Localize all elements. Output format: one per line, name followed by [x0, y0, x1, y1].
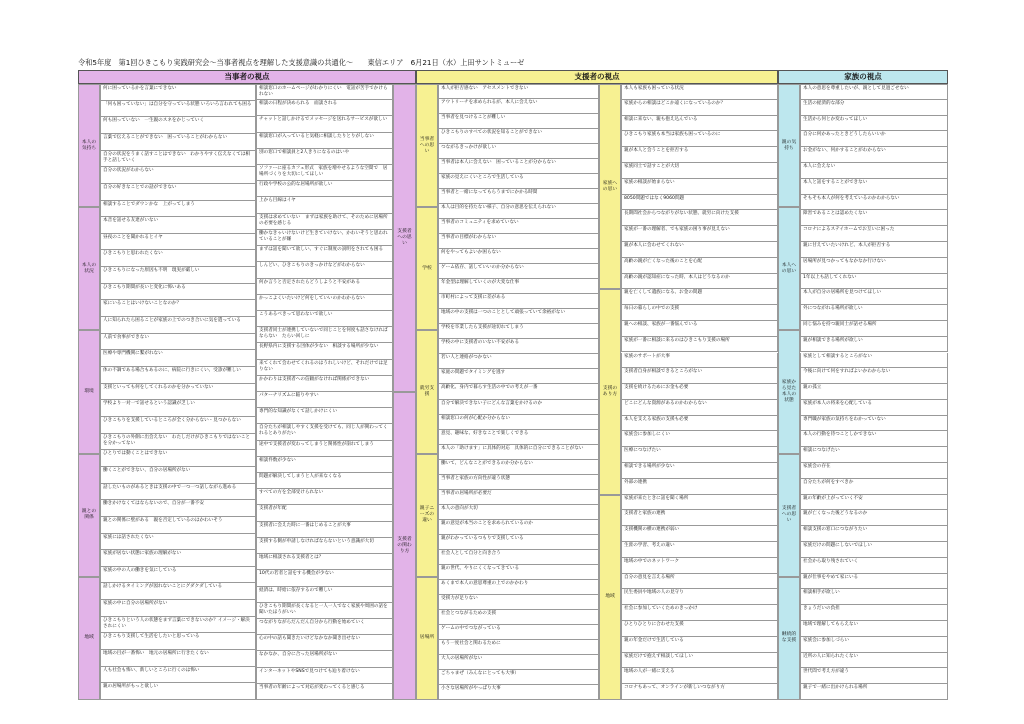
- tojisha-col1-row: 体の不調である場合もあるのに、病院に行きにくい、受診が難しい: [100, 367, 256, 384]
- tojisha-col2-row: 相談の日程が決められる 面談される: [256, 100, 393, 116]
- kazoku-col5-row: 本人が自分の居場所を見つけてほしい: [800, 289, 948, 305]
- tojisha-col1-row: 家族が居ない状態に家族の理解がない: [100, 550, 256, 567]
- kazoku-col5-row: 親子で一緒に出かけられる場所: [800, 684, 948, 700]
- tojisha-col1-row: 家族の中の人の働きを気にしている: [100, 567, 256, 584]
- tojisha-category-label: 地域: [84, 635, 94, 641]
- tojisha-col2-row: かかわりは支援者への信頼がなければ関係ができない: [256, 376, 393, 392]
- tojisha-col1-row: ひきこもりという人の状態をまず言葉にできないのか？イメージ・解決されにくい: [100, 617, 256, 634]
- tojisha-col2-row: 支援者に会えた時に一番はじめることが大事: [256, 522, 393, 538]
- shienja-col4-row: 支援者自身が相談できるところがない: [621, 368, 778, 384]
- shienja-col3-row: 家庭の問題でタイミングを逃す: [438, 369, 599, 384]
- tojisha-col2-row: インターネットやSNSで見つけても辿り着けない: [256, 668, 393, 684]
- tojisha-col2-row: 支援は求めていない まずは家族を助けて、そのために居場所の必要を感じる: [256, 214, 393, 230]
- tojisha-col1-row: ひきこもりを支援しているところが全く分からない・見つからない: [100, 417, 256, 434]
- shienja-col3-row: つながるきっかけが欲しい: [438, 144, 599, 159]
- shienja-col4-row: 本人も家族も困っている状況: [621, 84, 778, 100]
- tojisha-category-0: [78, 84, 100, 207]
- tojisha-col1-row: 相談することでダウンかな 上がってしまう: [100, 201, 256, 218]
- tojisha-support-category-label: 支援者への思い: [397, 229, 412, 246]
- kazoku-col5-row: 本人に会えない: [800, 163, 948, 179]
- shienja-col3-row: 高齢化、身内で暮らす生活の中での考えが一番: [438, 384, 599, 399]
- shienja-col3-row: 年金型は理解していくのが大変な仕事: [438, 279, 599, 294]
- kazoku-col5-row: 本人と話をすることができない: [800, 179, 948, 195]
- tojisha-col2-row: 上から目線はイヤ: [256, 197, 393, 213]
- kazoku-col5-row: 地域で理解してもらえない: [800, 621, 948, 637]
- kazoku-col5-row: 居場所が見つかってもなかなか行けない: [800, 258, 948, 274]
- shienja-col3-row: 社会とつながるための支援: [438, 610, 599, 625]
- tojisha-col1-row: 話しかけるタイミングが図れないことにグダクダしている: [100, 583, 256, 600]
- tojisha-col1-row: 昼夜のことを聞かれるとイヤ: [100, 234, 256, 251]
- tojisha-col1-row: 働きかけなくてはならないので、自分が一番不安: [100, 500, 256, 517]
- tojisha-col2-row: つながりながらだんだん自分から行動を始めていく: [256, 619, 393, 635]
- kazoku-col5-row: 世代間で考え方が違う: [800, 668, 948, 684]
- shienja-col3-row: 社会人として自分と向き合う: [438, 550, 599, 565]
- tojisha-col1-row: 人前で食事ができない: [100, 334, 256, 351]
- kazoku-col5-row: コロナによるステイホームでお互いに困った: [800, 226, 948, 242]
- tojisha-col1-row: 働くことができない、自分の居場所がない: [100, 467, 256, 484]
- header-kazoku: 家族の視点: [778, 70, 948, 84]
- kazoku-col5-row: 1年以上も話してくれない: [800, 274, 948, 290]
- tojisha-col2-row: 長野県内に支援する団体が少ない 相談する場所が少ない: [256, 343, 393, 359]
- shienja-col3-row: 意見、趣味な、好きなことで楽しくできる: [438, 430, 599, 445]
- shienja-col3-row: 当事者のコミュニティを求めていない: [438, 219, 599, 234]
- tojisha-col2-row: パターナリズムに陥りやすい: [256, 392, 393, 408]
- shienja-col3-row: 親の意見が本当のことを求められているのか: [438, 520, 599, 535]
- shienja-col4-row: ひとりひとりに合わせた支援: [621, 621, 778, 637]
- tojisha-col1-row: 医療や専門機関に繋がれない: [100, 350, 256, 367]
- shienja-col3-row: ゲームの中でつながっている: [438, 625, 599, 640]
- kazoku-col5-row: 親に甘えていたいけれど、本人が拒否する: [800, 242, 948, 258]
- header-tojisha: 当事者の視点: [78, 70, 416, 84]
- shienja-col4-row: 長期間社会からつながりがない状態、就労に向けた支援: [621, 210, 778, 226]
- shienja-col4-row: 自分の意見を言える場所: [621, 574, 778, 590]
- shienja-col4-row: 毎日の暮らしの中での支援: [621, 305, 778, 321]
- shienja-category-3: [416, 454, 438, 577]
- tojisha-col1-row: 「何も困っていない」は自分を守っている状態 いろいろ言われても困る: [100, 101, 256, 118]
- shienja-col3-row: 小さな居場所がやっぱり大事: [438, 685, 599, 700]
- shienja-col4-row: 外部の連携: [621, 479, 778, 495]
- shienja-col4-row: 家族のサポートが大事: [621, 353, 778, 369]
- shienja-col3-row: 働いて、どんなことができるのか分からない: [438, 460, 599, 475]
- shienja-category-label: 居場所: [419, 635, 435, 641]
- shienja-col4-row: 相談できる場所が少ない: [621, 463, 778, 479]
- tojisha-col1-row: 自分の状況をうまく話すことはできない わかりやすく伝えなくては相手と話していく: [100, 151, 256, 168]
- tojisha-col2-row: 何か言うと否定されたらどうしようと不安がある: [256, 279, 393, 295]
- kazoku-col5-row: 親が相談できる場所が欲しい: [800, 337, 948, 353]
- tojisha-col2-row: 経済は、時給に依存するので難しい: [256, 587, 393, 603]
- kazoku-col5-row: 本人の意思を尊重したいが、親として見過ごせない: [800, 84, 948, 100]
- shienja-col4-row: 生涯の学習、考えの違い: [621, 542, 778, 558]
- kazoku-category-1: [778, 207, 800, 330]
- shienja-category-1: [416, 207, 438, 330]
- tojisha-category-label: 本人の気持ち: [81, 139, 97, 151]
- shienja-col3-row: 親の世代、やりにくくなってきている: [438, 565, 599, 580]
- shienja-col4-row: 家族が一番の理解者、でも家族の困り事が見えない: [621, 226, 778, 242]
- tojisha-col1-row: ひとりでは動くことはできない: [100, 450, 256, 467]
- shienja-col4-row: 家族からの相談はどこか遠くになっているのか？: [621, 100, 778, 116]
- shienja-family-category-label: 地域: [605, 594, 615, 600]
- shienja-col3-row: 若い人と連絡がつかない: [438, 354, 599, 369]
- shienja-col4-row: 家族が一番に相談に来るのはひきこもり支援の場所: [621, 337, 778, 353]
- kazoku-col5-row: 家族として相談するところがない: [800, 353, 948, 369]
- tojisha-col2-row: 支援する側が申請しなければならないという意識が大切: [256, 538, 393, 554]
- shienja-family-category-label: 支援のあり方: [602, 385, 618, 397]
- tojisha-col1-row: 地域の目が一番怖い 地元の居場所に行きたくない: [100, 650, 256, 667]
- tojisha-col1-row: 自分の状況がわからない: [100, 167, 256, 184]
- kazoku-col5-row: 親が亡くなった後どうなるのか: [800, 510, 948, 526]
- tojisha-col1-row: 何に困っているかを言葉にできない: [100, 84, 256, 101]
- shienja-family-category-0: [599, 84, 621, 289]
- tojisha-col1-row: 家族の中に自分の居場所がない: [100, 600, 256, 617]
- shienja-col4-row: 地域の中でのネットワーク: [621, 558, 778, 574]
- shienja-col3-row: 当事者と一緒になってもらうまでにかかる時間: [438, 189, 599, 204]
- tojisha-col2-row: 働かなきゃいけないけど生きていけない、かわいそうと思われていることが嫌: [256, 230, 393, 246]
- shienja-col3-row: 当事者を見つけることが難しい: [438, 114, 599, 129]
- kazoku-col5-row: 本人の行動を待つことしかできない: [800, 431, 948, 447]
- tojisha-col1-row: 親との関係に壁がある 親を否定しているのはかわいそう: [100, 517, 256, 534]
- tojisha-category-2: [78, 330, 100, 453]
- shienja-col4-row: コロナもあって、オンラインが新しいつながり方: [621, 684, 778, 700]
- tojisha-col1-row: ひきこもり支援して生活をしたいと思っている: [100, 633, 256, 650]
- shienja-col3-row: 本人の意向が大切: [438, 505, 599, 520]
- shienja-col3-row: 地域の中の支援は一つのこととして頑張っていて余裕がない: [438, 309, 599, 324]
- shienja-col4-row: 親を亡くして遺族になる、お金の問題: [621, 289, 778, 305]
- tojisha-col2-row: 心の中の話も聞きたいけどなかなか聞き出せない: [256, 635, 393, 651]
- header-shienja: 支援者の視点: [416, 70, 778, 84]
- shienja-col3-row: 当事者の居場所が必要だ: [438, 490, 599, 505]
- tojisha-col2-row: 来てくれて会わせてくれるのはうれしいけど、それだけでは足りない: [256, 360, 393, 376]
- shienja-col4-row: 家族会に参加しにくい: [621, 431, 778, 447]
- shienja-col3-row: 親がわかっているつもりで支援している: [438, 535, 599, 550]
- shienja-category-label: 当事者への思い: [419, 136, 435, 154]
- tojisha-col2-row: 自分たちが相談しやすく支援を受けても、同じ人が関わってくれるとありがたい: [256, 424, 393, 440]
- shienja-col4-row: 8050問題ではなく9060問題: [621, 195, 778, 211]
- tojisha-col2-row: 問題が解決してしまうと人が来なくなる: [256, 473, 393, 489]
- shienja-col3-row: 家族の見えにくいところで生活している: [438, 174, 599, 189]
- kazoku-category-4: [778, 577, 800, 700]
- shienja-col4-row: 相談に来ない、親も抱え込んでいる: [621, 116, 778, 132]
- tojisha-col2-row: 別の窓口で相談員と2人きりになるのはいや: [256, 149, 393, 165]
- kazoku-col5-row: 家族会の存在: [800, 463, 948, 479]
- tojisha-col1-row: 本音を話せる友達がいない: [100, 217, 256, 234]
- tojisha-col1-row: 話したいものがあるときは支援の中で一つ一つ話しながら進める: [100, 484, 256, 501]
- tojisha-col1-row: 何も困っていない 一生親のスネをかじっていく: [100, 117, 256, 134]
- tojisha-category-1: [78, 207, 100, 330]
- tojisha-col1-row: 人に知られたら困ることが家族の上でのつき合いに気を遣っている: [100, 317, 256, 334]
- shienja-col4-row: 支援者と家族の連携: [621, 510, 778, 526]
- shienja-col4-row: 支援を続けるためにお金も必要: [621, 384, 778, 400]
- kazoku-col5-row: 生活の経済的な部分: [800, 100, 948, 116]
- kazoku-category-label: 家族から見た本人の状態: [781, 379, 797, 403]
- tojisha-col2-row: 支援者同士が連携していないで同じことを何度も話さなければならない たらい回しに: [256, 327, 393, 343]
- tojisha-col1-row: 言葉で伝えることができない 困っていることがわからない: [100, 134, 256, 151]
- kazoku-category-label: 親の気持ち: [781, 139, 797, 151]
- kazoku-col5-row: 近所の人に知られたくない: [800, 653, 948, 669]
- shienja-col4-row: 親への相談、家族が一番悩んでいる: [621, 321, 778, 337]
- tojisha-col2-row: 支援者が年配: [256, 505, 393, 521]
- kazoku-col5-row: 自分に何かあったときどうしたらいいか: [800, 131, 948, 147]
- kazoku-col5-row: 今後に向けて何をすればよいかわからない: [800, 368, 948, 384]
- shienja-col3-row: 本人の「助けます」に具体的対応 具体的に自分にできることがない: [438, 445, 599, 460]
- tojisha-support-category-0: [393, 84, 416, 392]
- kazoku-col5-row: 親の孤立: [800, 384, 948, 400]
- kazoku-col5-row: 自分たちが何をすべきか: [800, 479, 948, 495]
- shienja-col3-row: 学校を卒業したら支援が途切れてしまう: [438, 324, 599, 339]
- shienja-col4-row: 社会に参加していくためのきっかけ: [621, 605, 778, 621]
- tojisha-col2-row: 行政や学校の公的な居場所が欲しい: [256, 181, 393, 197]
- kazoku-col5-row: お金がない、何かすることがわからない: [800, 147, 948, 163]
- tojisha-col1-row: 家にいることはいけないことなのか？: [100, 300, 256, 317]
- kazoku-category-2: [778, 330, 800, 453]
- kazoku-col5-row: そもそも本人が何を考えているのかわからない: [800, 195, 948, 211]
- kazoku-category-0: [778, 84, 800, 207]
- tojisha-col1-row: ひきこもりになった原因も不明 現実が厳しい: [100, 267, 256, 284]
- shienja-col4-row: 高齢の親が認知症になった時、本人はどうなるのか: [621, 274, 778, 290]
- shienja-col3-row: 本人が拒否感ない アセスメントできない: [438, 84, 599, 99]
- tojisha-col2-row: 10代の若者と話をする機会が少ない: [256, 570, 393, 586]
- shienja-col3-row: 当事者と家族の方向性が違う状態: [438, 475, 599, 490]
- tojisha-col2-row: 途中で支援者が変わってしまうと関係性が崩れてしまう: [256, 441, 393, 457]
- shienja-col4-row: 家族の相談が始まらない: [621, 179, 778, 195]
- shienja-col3-row: ひきこもりのすべての状況を知ることができない: [438, 129, 599, 144]
- tojisha-col2-row: こうあるべきって思わないで欲しい: [256, 311, 393, 327]
- shienja-family-category-1: [599, 289, 621, 494]
- kazoku-col5-row: 生活から何とか変わってほしい: [800, 116, 948, 132]
- kazoku-col5-row: 専門職が家族の気持ちをわかっていない: [800, 416, 948, 432]
- tojisha-support-category-1: [393, 392, 416, 700]
- tojisha-col2-row: ひきこもり期間が長くなると一人一人でなく家族や周囲の話を聞いたほうがいい: [256, 603, 393, 619]
- tojisha-category-label: 環境: [84, 388, 94, 394]
- tojisha-col1-row: 支援といっても何をしてくれるのかを分かっていない: [100, 384, 256, 401]
- tojisha-col2-row: まずは話を聞いて欲しい、すぐに制度の説明をされても困る: [256, 246, 393, 262]
- shienja-col3-row: 学校の中に支援者のいない不安がある: [438, 339, 599, 354]
- shienja-col3-row: 受援力が足りない: [438, 595, 599, 610]
- tojisha-col1-row: 人も社会も怖い、新しいところに行くのは怖い: [100, 667, 256, 684]
- kazoku-col5-row: 家族だけの問題にしないでほしい: [800, 542, 948, 558]
- tojisha-col2-row: すべての方を全部受けられない: [256, 489, 393, 505]
- shienja-col4-row: 本人を支える家族の支援も必要: [621, 416, 778, 432]
- kazoku-col5-row: 相談支援の窓口につながりたい: [800, 526, 948, 542]
- kazoku-col5-row: 相談相手が欲しい: [800, 589, 948, 605]
- tojisha-col1-row: ひきこもり期間が長いと変化に怖いある: [100, 284, 256, 301]
- tojisha-category-label: 本人の状況: [81, 262, 97, 274]
- shienja-col4-row: 親が本人と会うことを拒否する: [621, 147, 778, 163]
- shienja-col3-row: アウトリーチを求められるが、本人に会えない: [438, 99, 599, 114]
- kazoku-col5-row: 親の年齢が上がっていく不安: [800, 495, 948, 511]
- shienja-col4-row: 親の年金だけで生活している: [621, 637, 778, 653]
- tojisha-category-4: [78, 577, 100, 700]
- shienja-col3-row: ごちゃまぜ（みんなにとっても大事）: [438, 670, 599, 685]
- tojisha-col2-row: かっこよくいたいけど何をしていいのかわからない: [256, 295, 393, 311]
- shienja-col3-row: もう一度社会と関わるために: [438, 640, 599, 655]
- tojisha-col2-row: 当事者の年齢によって対応が変わってくると感じる: [256, 684, 393, 700]
- shienja-col3-row: 市町村によって支援に差がある: [438, 294, 599, 309]
- tojisha-col2-row: チャットと話しかけるでメッセージを送れるサービスが欲しい: [256, 116, 393, 132]
- shienja-col4-row: 親が本人に会わせてくれない: [621, 242, 778, 258]
- kazoku-category-3: [778, 454, 800, 577]
- tojisha-col2-row: 相談窓口のホームページがわかりにくい 電話が苦手でかけられない: [256, 84, 393, 100]
- tojisha-col2-row: 地域に相談される支援者とは？: [256, 554, 393, 570]
- shienja-col3-row: 大人の居場所がない: [438, 655, 599, 670]
- kazoku-col5-row: 障害であることは認めたくない: [800, 210, 948, 226]
- kazoku-col5-row: 家族が本人の将来を心配している: [800, 400, 948, 416]
- shienja-col4-row: ひきこもり家族も本当は家族も困っているのに: [621, 131, 778, 147]
- shienja-col4-row: 高齢の親が亡くなった後のことを心配: [621, 258, 778, 274]
- kazoku-col5-row: 外につながれる場所が欲しい: [800, 305, 948, 321]
- tojisha-col1-row: 家族には話されたくない: [100, 534, 256, 551]
- tojisha-category-3: [78, 454, 100, 577]
- tojisha-col2-row: しんどい、ひきこもりのきっかけなどがわからない: [256, 262, 393, 278]
- tojisha-col1-row: ひきこもりと思われたくない: [100, 250, 256, 267]
- tojisha-col1-row: 学校より一対一で話せるという認識が乏しい: [100, 400, 256, 417]
- shienja-category-4: [416, 577, 438, 700]
- shienja-col3-row: 当事者の目標がわからない: [438, 234, 599, 249]
- shienja-col3-row: 何をやってもよいか困らない: [438, 249, 599, 264]
- kazoku-col5-row: きょうだいの負担: [800, 605, 948, 621]
- kazoku-col5-row: 相談につなげたい: [800, 447, 948, 463]
- shienja-col4-row: 支援機関の横の連携が弱い: [621, 526, 778, 542]
- tojisha-col1-row: 親の居場所がもっと欲しい: [100, 683, 256, 700]
- kazoku-col5-row: 同じ悩みを持つ親同士が話せる場所: [800, 321, 948, 337]
- tojisha-col2-row: なかなか、自分に合った居場所がない: [256, 651, 393, 667]
- tojisha-col1-row: ひきこもりの外側に出会えない わたしだけがひきこもりではないことを分かってない: [100, 434, 256, 451]
- tojisha-support-category-label: 支援者の関わり方: [397, 537, 412, 554]
- shienja-category-label: 親子ニーズの違い: [419, 506, 435, 524]
- kazoku-col5-row: 家族会に参加しづらい: [800, 637, 948, 653]
- tojisha-col2-row: 相談窓口が入っていると気軽に相談したりとりがしない: [256, 133, 393, 149]
- page-title: 令和5年度 第1回ひきこもり実践研究会～当事者視点を理解した支援意識の共通化～ 東信エリア 6月21日（水）上田サントミューゼ: [78, 58, 525, 67]
- tojisha-category-label: 親との関係: [81, 509, 97, 521]
- shienja-category-label: 学校: [422, 265, 432, 271]
- shienja-col4-row: どこにどんな資源があるのかわからない: [621, 400, 778, 416]
- shienja-col4-row: 医療につなげたい: [621, 447, 778, 463]
- shienja-family-category-label: 家族への思い: [602, 180, 618, 192]
- kazoku-col5-row: 親が仕事をやめて家にいる: [800, 574, 948, 590]
- shienja-col3-row: ゲーム依存、話していいのか分からない: [438, 264, 599, 279]
- shienja-col4-row: 家族が来たときに話を聞く場所: [621, 495, 778, 511]
- shienja-col4-row: 家族同士で話すことが大切: [621, 163, 778, 179]
- shienja-family-category-2: [599, 495, 621, 700]
- shienja-category-label: 就労支援: [419, 385, 435, 397]
- tojisha-col2-row: ソファーに座るカフェ形式 家族を増やせるような空間で 居場所づくりを大切にしてほしい: [256, 165, 393, 181]
- kazoku-category-label: 継続的な支援: [781, 632, 797, 644]
- tojisha-col1-row: 自分の好きなことでの話ができない: [100, 184, 256, 201]
- shienja-col4-row: 家族だけで抱えず相談してほしい: [621, 653, 778, 669]
- shienja-col3-row: 本人は目的を持たない様子、自分の意思を伝えられない: [438, 204, 599, 219]
- shienja-category-0: [416, 84, 438, 207]
- shienja-col4-row: 民生委員や地域の人の見守り: [621, 589, 778, 605]
- shienja-col4-row: 地域の人が一緒に支える: [621, 668, 778, 684]
- kazoku-category-label: 支援者への思い: [781, 506, 797, 524]
- shienja-col3-row: 当事者は本人に会えない 困っていることが分からない: [438, 159, 599, 174]
- shienja-col3-row: 相談窓口の何が心配か分からない: [438, 415, 599, 430]
- shienja-col3-row: 自分で解決できない子にどんな言葉をかけるのか: [438, 400, 599, 415]
- shienja-category-2: [416, 330, 438, 453]
- shienja-col3-row: あくまで本人の意思尊重の上でのかかわり: [438, 580, 599, 595]
- kazoku-category-label: 本人への思い: [781, 262, 797, 274]
- tojisha-col2-row: 専門的な知識がなくて話しかけにくい: [256, 408, 393, 424]
- kazoku-col5-row: 社会から取り残されていく: [800, 558, 948, 574]
- tojisha-col2-row: 相談件数が少ない: [256, 457, 393, 473]
